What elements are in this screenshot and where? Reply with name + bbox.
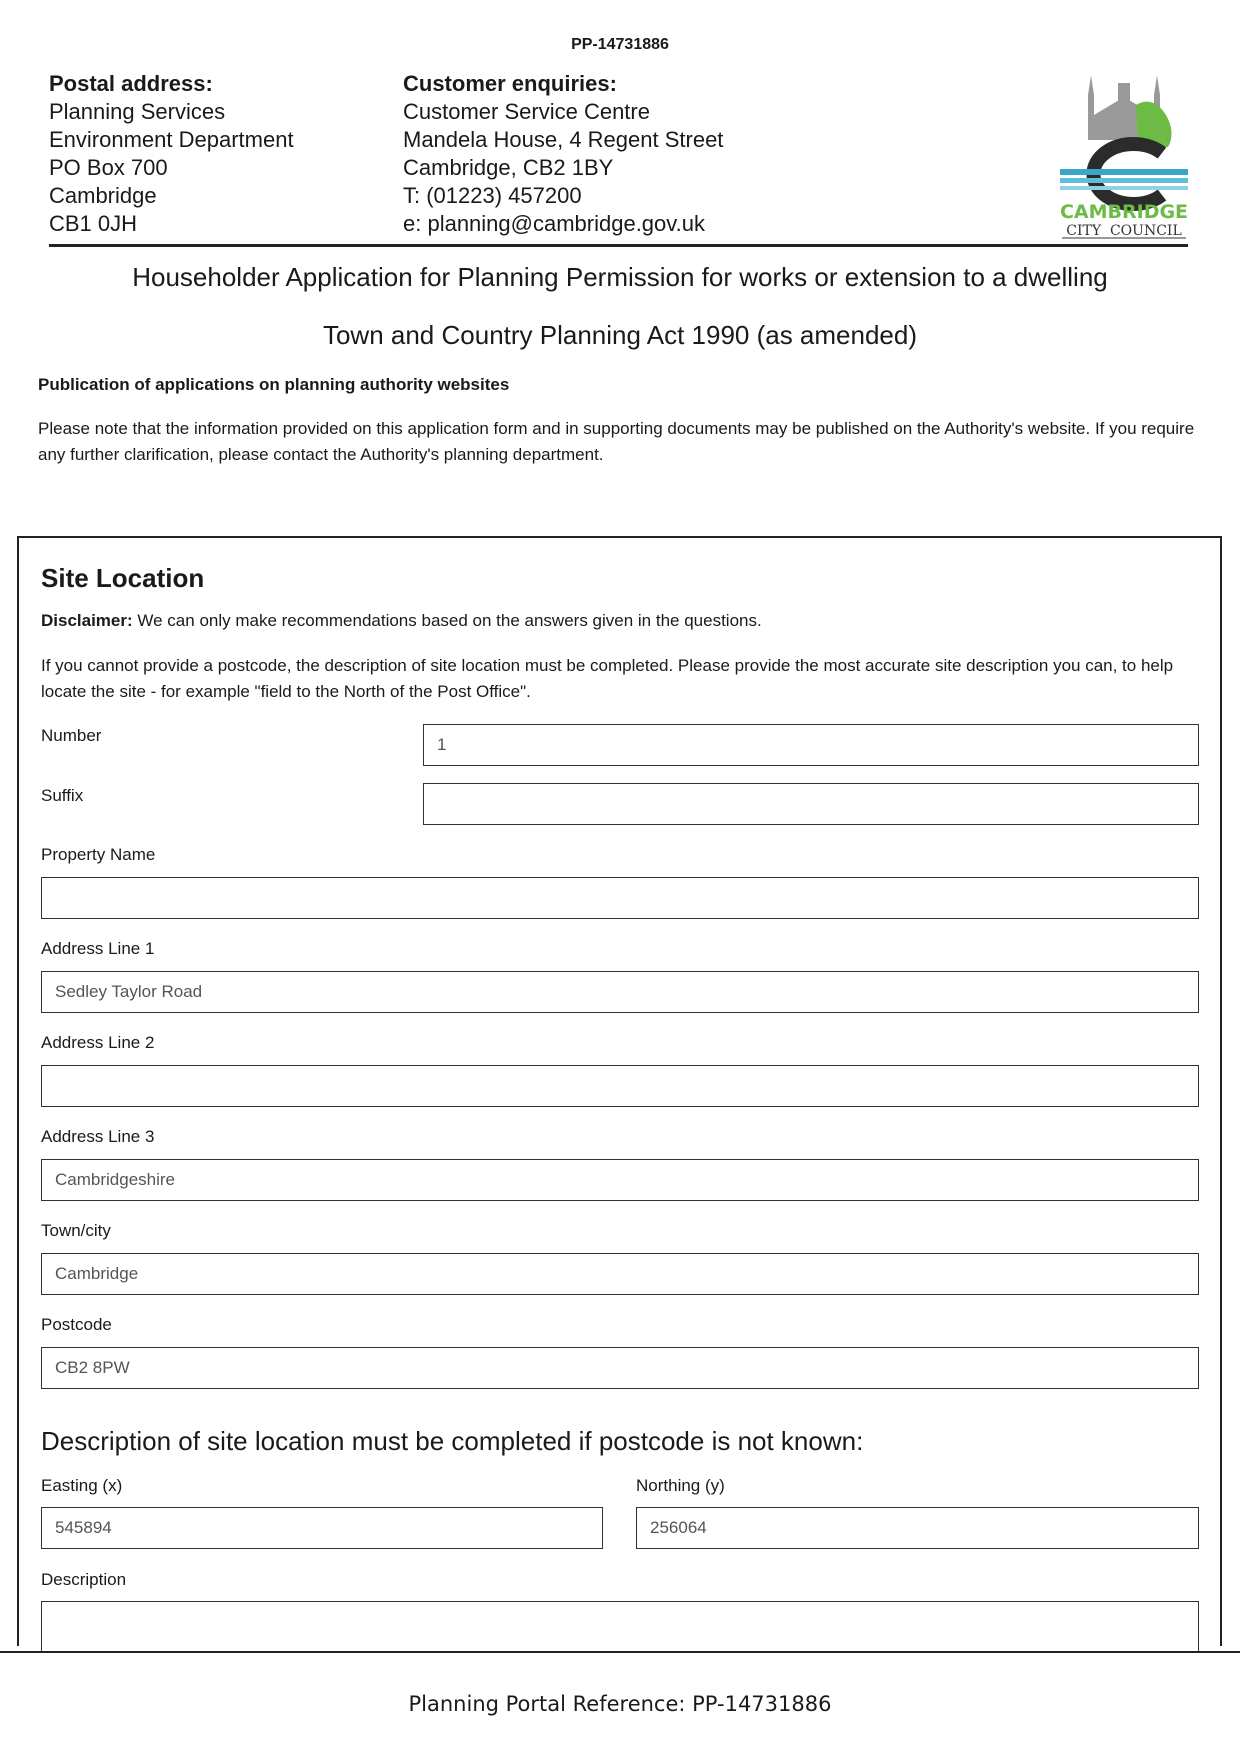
site-location-info: If you cannot provide a postcode, the description of site location must be completed. Please provide the most accurate site description you can, to help locate the site - for example "field to the North of the Post Office".: [41, 656, 1174, 701]
address-line-3-field[interactable]: Cambridgeshire: [41, 1159, 1199, 1201]
footer-divider: [0, 1651, 1240, 1653]
postal-line: Cambridge: [49, 183, 157, 208]
footer-reference: Planning Portal Reference: PP-14731886: [408, 1692, 832, 1716]
property-name-field[interactable]: [41, 877, 1199, 919]
postcode-field[interactable]: CB2 8PW: [41, 1347, 1199, 1389]
suffix-field[interactable]: [423, 783, 1199, 825]
disclaimer-text: We can only make recommendations based on the answers given in the questions.: [132, 611, 762, 630]
description-label: Description: [41, 1570, 127, 1589]
disclaimer: [41, 611, 762, 631]
northing-field[interactable]: 256064: [636, 1507, 1199, 1549]
number-field[interactable]: 1: [423, 724, 1199, 766]
reference-number: PP-14731886: [571, 36, 669, 53]
header-divider: [49, 244, 1188, 247]
address-line-2-field[interactable]: [41, 1065, 1199, 1107]
enquiries-line: T: (01223) 457200: [403, 183, 582, 208]
logo-word-city-council: CITY COUNCIL: [1066, 223, 1182, 239]
page-subtitle: Town and Country Planning Act 1990 (as amended): [322, 320, 918, 350]
postal-address: [49, 70, 294, 238]
address-line-3-label: Address Line 3: [41, 1127, 155, 1146]
enquiries-line: e: planning@cambridge.gov.uk: [403, 211, 705, 236]
postcode-label: Postcode: [41, 1315, 112, 1334]
address-line-1-field[interactable]: Sedley Taylor Road: [41, 971, 1199, 1013]
site-location-heading: Site Location: [41, 563, 205, 593]
easting-label: Easting (x): [41, 1476, 123, 1495]
customer-enquiries: [403, 70, 723, 238]
town-city-field[interactable]: Cambridge: [41, 1253, 1199, 1295]
postal-line: Environment Department: [49, 127, 294, 152]
postal-line: Planning Services: [49, 99, 226, 124]
enquiries-line: Customer Service Centre: [403, 99, 650, 124]
number-label: Number: [41, 726, 102, 745]
logo-word-cambridge: CAMBRIDGE: [1059, 201, 1189, 223]
northing-label: Northing (y): [636, 1476, 725, 1495]
address-line-1-label: Address Line 1: [41, 939, 155, 958]
enquiries-heading: Customer enquiries:: [403, 71, 617, 96]
publication-text: Please note that the information provided on this application form and in supporting documents may be published on the Authority's website. If you require any further clarification, please contact the Authority's planning department.: [38, 419, 1195, 464]
postal-line: PO Box 700: [49, 155, 168, 180]
property-name-label: Property Name: [41, 845, 156, 864]
postal-address-heading: Postal address:: [49, 71, 213, 96]
town-city-label: Town/city: [41, 1221, 111, 1240]
description-field[interactable]: [41, 1601, 1199, 1651]
description-heading: Description of site location must be completed if postcode is not known:: [41, 1426, 864, 1456]
enquiries-line: Mandela House, 4 Regent Street: [403, 127, 724, 152]
easting-field[interactable]: 545894: [41, 1507, 603, 1549]
disclaimer-label: Disclaimer:: [41, 611, 133, 630]
enquiries-line: Cambridge, CB2 1BY: [403, 155, 614, 180]
cambridge-city-council-logo-icon: [1058, 75, 1190, 240]
suffix-label: Suffix: [41, 786, 84, 805]
page-title: Householder Application for Planning Permission for works or extension to a dwelling: [132, 262, 1108, 292]
postal-line: CB1 0JH: [49, 211, 138, 236]
publication-heading: Publication of applications on planning authority websites: [38, 375, 510, 394]
address-line-2-label: Address Line 2: [41, 1033, 155, 1052]
